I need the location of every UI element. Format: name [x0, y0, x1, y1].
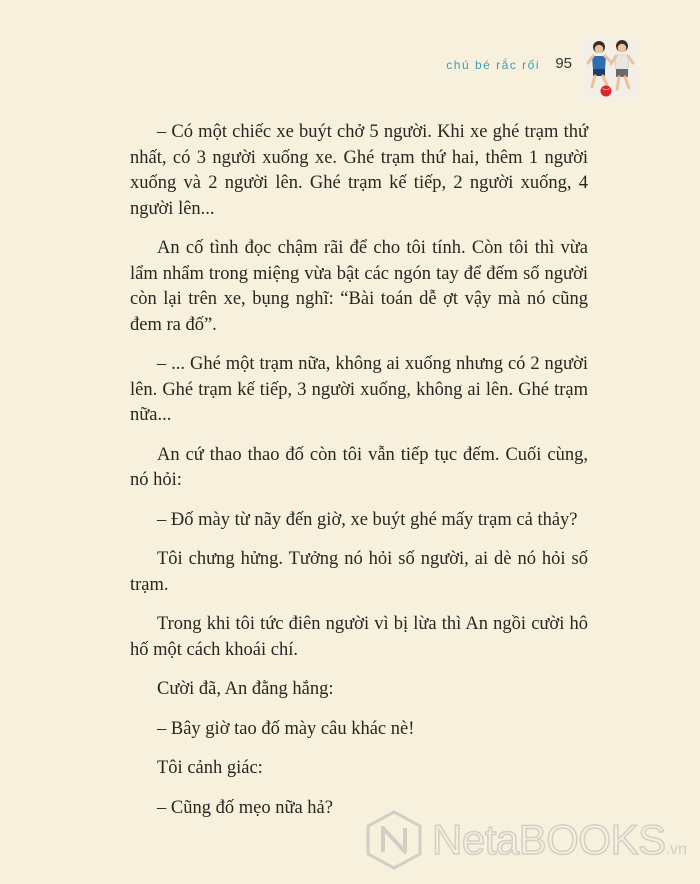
two-boys-playing-ball-illustration — [582, 37, 638, 99]
netabooks-watermark — [364, 808, 687, 872]
page-number: 95 — [555, 55, 572, 72]
paragraph: – Bây giờ tao đố mày câu khác nè! — [157, 718, 415, 739]
running-title: chú bé rắc rối — [446, 58, 540, 72]
paragraph: An cố tình đọc chậm rãi để cho tôi tính. Còn tôi thì vừa lẩm nhẩm trong miệng vừa bật các ngón tay để đếm số người còn lại trên xe, bụng nghĩ: “Bài toán dễ ợt vậy mà nó cũng đem ra đố”. — [130, 238, 588, 335]
ball-icon — [601, 86, 612, 97]
body-text — [130, 120, 588, 835]
paragraph: – ... Ghé một trạm nữa, không ai xuống nhưng có 2 người lên. Ghé trạm kế tiếp, 3 người xuống, không ai lên. Ghé trạm nữa... — [130, 354, 588, 425]
paragraph: – Có một chiếc xe buýt chở 5 người. Khi xe ghé trạm thứ nhất, có 3 người xuống xe. Ghé trạm thứ hai, thêm 1 người xuống và 2 người lên. Ghé trạm kế tiếp, 2 người xuống, 4 người lên... — [130, 122, 588, 219]
paragraph: – Đố mày từ nãy đến giờ, xe buýt ghé mấy trạm cả thảy? — [157, 509, 578, 530]
paragraph: Tôi cảnh giác: — [157, 758, 263, 778]
paragraph: Tôi chưng hửng. Tưởng nó hỏi số người, ai dè nó hỏi số trạm. — [130, 549, 588, 595]
paragraph: Trong khi tôi tức điên người vì bị lừa thì An ngồi cười hô hố một cách khoái chí. — [130, 614, 588, 660]
paragraph: Cười đã, An đằng hắng: — [157, 679, 334, 699]
paragraph: – Cũng đố mẹo nữa hả? — [157, 797, 333, 818]
paragraph: An cứ thao thao đố còn tôi vẫn tiếp tục đếm. Cuối cùng, nó hỏi: — [130, 444, 588, 490]
watermark-text: NetaBOOKS.vn — [432, 816, 687, 863]
netabooks-logo-icon — [364, 808, 424, 872]
